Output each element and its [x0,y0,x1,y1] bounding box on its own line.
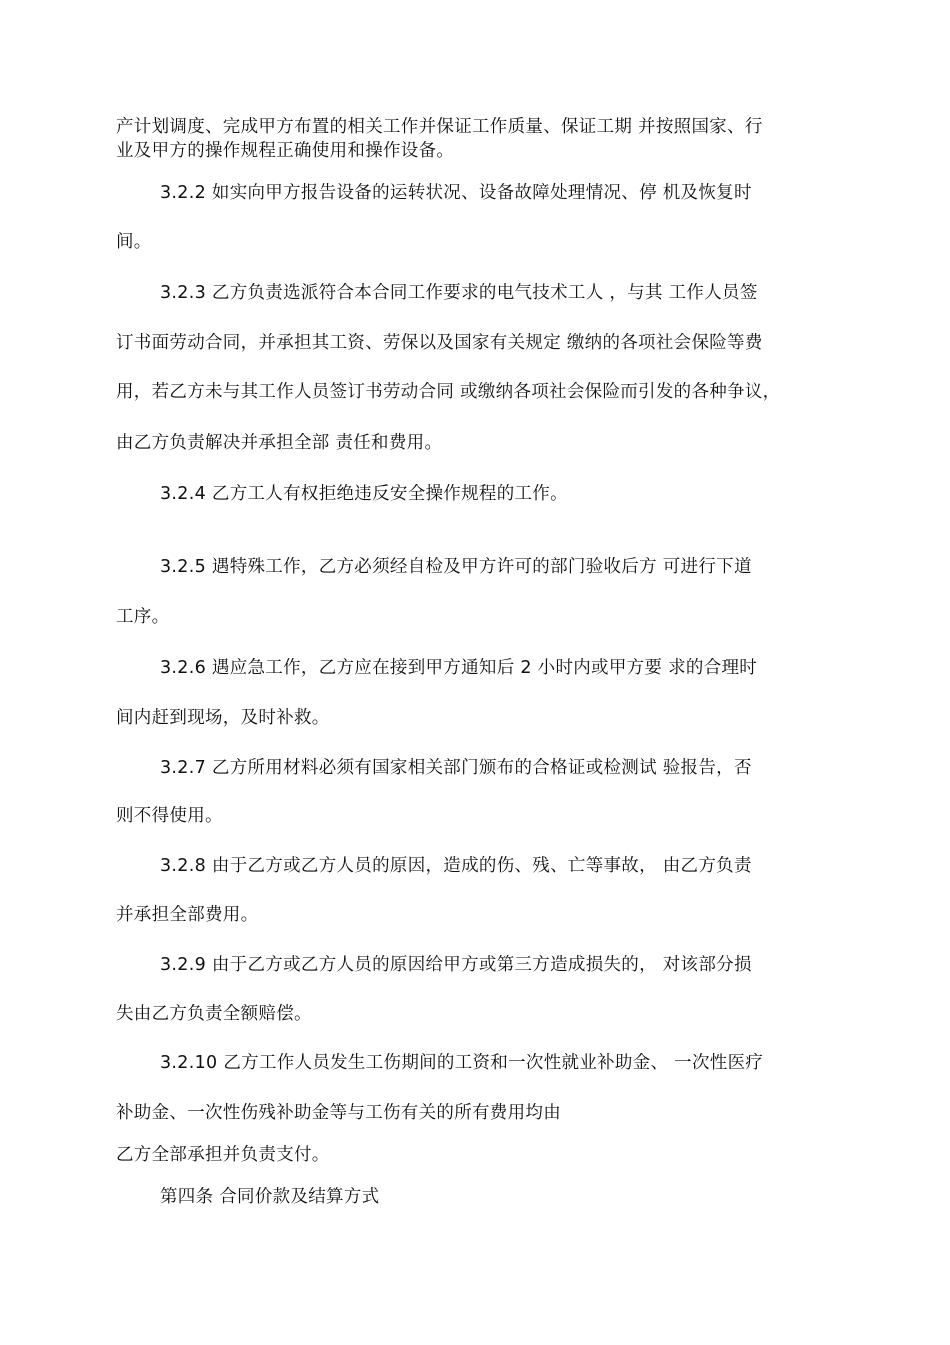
text-line: 补助金、一次性伤残补助金等与工伤有关的所有费用均由 [116,1103,561,1123]
clause-3-2-7: 3.2.7 乙方所用材料必须有国家相关部门颁布的合格证或检测试 验报告，否 [160,758,752,778]
clause-3-2-3: 3.2.3 乙方负责选派符合本合同工作要求的电气技术工人 ，与其 工作人员签 [160,283,758,303]
clause-3-2-6: 3.2.6 遇应急工作，乙方应在接到甲方通知后 2 小时内或甲方要 求的合理时 [160,658,758,678]
clause-3-2-10: 3.2.10 乙方工作人员发生工伤期间的工资和一次性就业补助金、 一次性医疗 [160,1053,764,1073]
text-line: 失由乙方负责全额赔偿。 [116,1004,312,1024]
text-line: 并承担全部费用。 [116,905,259,925]
text-line: 则不得使用。 [116,806,223,826]
section-heading-article-4: 第四条 合同价款及结算方式 [160,1187,380,1207]
text-line: 业及甲方的操作规程正确使用和操作设备。 [116,141,455,161]
clause-3-2-8: 3.2.8 由于乙方或乙方人员的原因，造成的伤、残、亡等事故， 由乙方负责 [160,856,752,876]
text-line: 间内赶到现场，及时补救。 [116,708,330,728]
text-line: 产计划调度、完成甲方布置的相关工作并保证工作质量、保证工期 并按照国家、行 [116,117,763,137]
text-line: 间。 [116,232,152,252]
text-line: 工序。 [116,607,170,627]
text-line: 订书面劳动合同，并承担其工资、劳保以及国家有关规定 缴纳的各项社会保险等费 [116,333,763,353]
clause-3-2-4: 3.2.4 乙方工人有权拒绝违反安全操作规程的工作。 [160,484,568,504]
text-line: 用，若乙方未与其工作人员签订书劳动合同 或缴纳各项社会保险而引发的各种争议， [116,382,781,402]
text-line: 由乙方负责解决并承担全部 责任和费用。 [116,433,443,453]
clause-3-2-2: 3.2.2 如实向甲方报告设备的运转状况、设备故障处理情况、停 机及恢复时 [160,183,752,203]
clause-3-2-5: 3.2.5 遇特殊工作，乙方必须经自检及甲方许可的部门验收后方 可进行下道 [160,557,752,577]
clause-3-2-9: 3.2.9 由于乙方或乙方人员的原因给甲方或第三方造成损失的， 对该部分损 [160,955,752,975]
text-line: 乙方全部承担并负责支付。 [116,1145,330,1165]
